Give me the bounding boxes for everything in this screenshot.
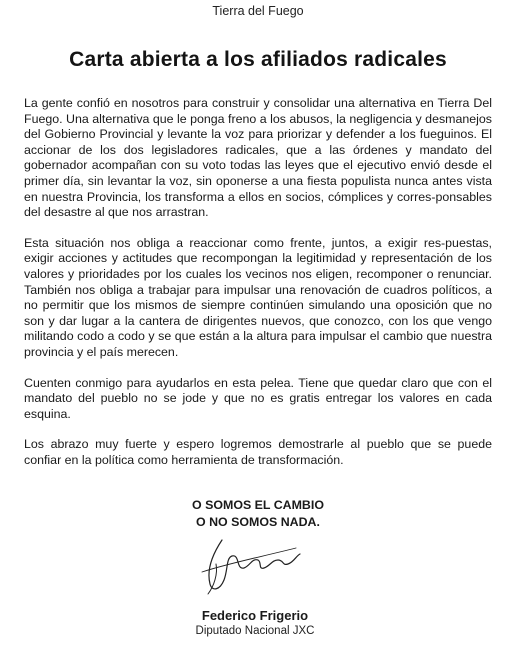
signatory-name: Federico Frigerio: [201, 608, 309, 623]
handwritten-signature: [196, 534, 306, 596]
page-header: Tierra del Fuego: [212, 4, 304, 18]
paragraph-2: Esta situación nos obliga a reaccionar como frente, juntos, a exigir res-puestas, exigir acciones y actitudes que recompongan la legitimidad y representación de los valores y prioridades por los cuales los vecinos nos eligen, recomponer o renunciar. También nos obliga a trabajar para impulsar una renovación de cuadros políticos, a no permitir que los mismos de siempre continúen simulando una oposición que no son y dar lugar a la cantera de dirigentes nuevos, que conozco, con los que vengo militando codo a codo y se que están a la altura para impulsar el cambio que nuestra provincia y el país merecen.: [24, 235, 492, 359]
paragraph-4: Los abrazo muy fuerte y espero logremos demostrarle al pueblo que se puede confiar en la política como herramienta de transformación.: [24, 437, 492, 467]
letter-title: Carta abierta a los afiliados radicales: [69, 48, 447, 71]
paragraph-3: Cuenten conmigo para ayudarlos en esta pelea. Tiene que quedar claro que con el mandato del pueblo no se jode y que no es gratis entregar los valores en cada esquina.: [24, 375, 492, 421]
letter-body: [24, 96, 492, 483]
motto-line-1: O SOMOS EL CAMBIO: [192, 498, 324, 512]
signatory-role: Diputado Nacional JXC: [195, 625, 315, 637]
motto: [0, 497, 516, 531]
motto-line-2: O NO SOMOS NADA.: [196, 515, 320, 529]
paragraph-1: La gente confió en nosotros para construir y consolidar una alternativa en Tierra Del Fuego. Una alternativa que le ponga freno a los abusos, la negligencia y desmanejos del Gobierno Provincial y levante la voz para priorizar y defender a los fueguinos. El accionar de los dos legisladores radicales, que a las órdenes y mandato del gobernador acompañan con su voto todas las leyes que el ejecutivo envió desde el primer día, sin levantar la voz, sin oponerse a una fiesta populista nunca antes vista en nuestra Provincia, los transforma a ellos en socios, cómplices y corres-ponsables del desastre al que nos arrastran.: [24, 96, 492, 220]
